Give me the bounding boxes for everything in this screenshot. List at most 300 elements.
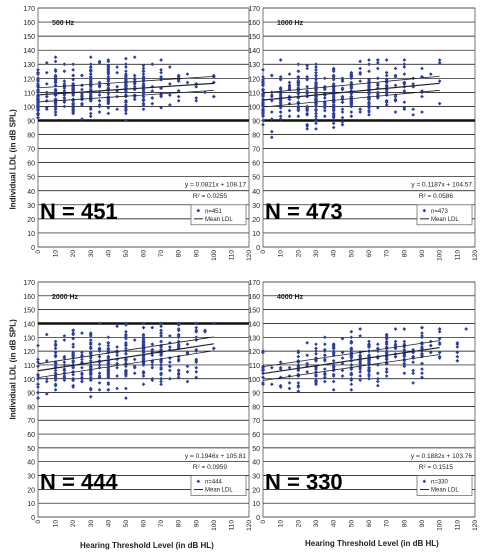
data-point [411, 369, 415, 373]
data-point [80, 366, 84, 370]
data-point [150, 366, 154, 370]
y-tick-label: 160 [23, 20, 35, 28]
y-tick-label: 100 [248, 104, 260, 112]
data-point [349, 335, 353, 339]
data-point [159, 58, 163, 62]
y-tick-label: 160 [23, 293, 35, 301]
y-tick-label: 130 [248, 335, 260, 343]
data-point [115, 353, 119, 357]
data-point [159, 324, 163, 328]
data-point [115, 324, 119, 328]
data-point [332, 380, 336, 384]
x-tick-label: 40 [105, 250, 113, 258]
y-tick-label: 140 [23, 48, 35, 56]
x-tick-label: 60 [366, 520, 373, 528]
data-point [186, 81, 190, 85]
data-point [80, 88, 84, 92]
data-point [133, 74, 137, 78]
x-tick-label: 120 [246, 520, 253, 531]
data-point [80, 331, 84, 335]
data-point [186, 72, 190, 76]
data-point [349, 114, 353, 118]
x-tick-label: 120 [472, 520, 479, 531]
data-point [358, 110, 362, 114]
data-point [124, 330, 128, 334]
y-tick-label: 60 [252, 432, 260, 440]
y-tick-label: 60 [27, 432, 35, 440]
data-point [323, 76, 327, 80]
data-point [98, 93, 102, 97]
x-tick-label: 50 [348, 250, 356, 258]
y-tick-label: 150 [23, 34, 35, 42]
data-point [106, 112, 110, 116]
data-point [98, 388, 102, 392]
y-tick-label: 30 [27, 202, 35, 210]
y-tick-label: 50 [252, 174, 260, 182]
data-point [305, 353, 309, 357]
x-tick-label: 120 [246, 250, 253, 261]
y-tick-label: 40 [252, 188, 260, 196]
data-point [168, 93, 172, 97]
y-tick-label: 140 [23, 321, 35, 329]
x-tick-label: 10 [277, 250, 285, 258]
regression-equation: y = 0.1882x + 103.76 [410, 452, 472, 460]
y-tick-label: 0 [256, 245, 260, 252]
x-tick-label: 40 [330, 520, 338, 528]
x-tick-label: 80 [401, 250, 409, 258]
data-point [270, 74, 274, 78]
data-point [168, 82, 172, 86]
data-point [261, 123, 265, 127]
data-point [429, 72, 433, 76]
data-point [261, 119, 265, 123]
y-tick-label: 0 [256, 515, 260, 522]
data-point [411, 381, 415, 385]
y-tick-label: 20 [252, 487, 260, 495]
data-point [45, 95, 49, 99]
y-tick-label: 30 [252, 202, 260, 210]
y-tick-label: 120 [23, 76, 35, 84]
data-point [394, 67, 398, 71]
data-point [288, 387, 292, 391]
x-tick-label: 50 [122, 250, 130, 258]
data-point [159, 363, 163, 367]
x-axis-label-left: Hearing Threshold Level (in dB HL) [80, 541, 214, 550]
data-point [420, 371, 424, 375]
y-tick-label: 50 [252, 445, 260, 453]
data-point [133, 98, 137, 102]
data-point [168, 345, 172, 349]
data-point [288, 114, 292, 118]
r-squared: R² = 0.0255 [192, 192, 227, 200]
y-tick-label: 80 [27, 132, 35, 140]
data-point [63, 105, 67, 109]
data-point [270, 382, 274, 386]
data-point [54, 60, 58, 64]
data-point [296, 355, 300, 359]
data-point [89, 395, 93, 399]
data-point [438, 79, 442, 83]
x-tick-label: 50 [348, 520, 356, 528]
y-tick-label: 170 [248, 280, 260, 287]
data-point [314, 342, 318, 346]
data-point [394, 83, 398, 87]
y-tick-label: 30 [252, 473, 260, 481]
data-point [115, 366, 119, 370]
data-point [45, 82, 49, 86]
data-point [349, 330, 353, 334]
x-tick-label: 110 [228, 250, 236, 261]
x-tick-label: 30 [87, 520, 95, 528]
data-point [115, 71, 119, 75]
sample-size-label: N = 451 [40, 198, 118, 224]
data-point [45, 99, 49, 103]
data-point [367, 69, 371, 73]
x-tick-label: 110 [454, 250, 462, 261]
data-point [124, 62, 128, 66]
data-point [394, 340, 398, 344]
y-tick-label: 120 [23, 349, 35, 357]
data-point [402, 327, 406, 331]
data-point [332, 126, 336, 130]
y-tick-label: 130 [23, 335, 35, 343]
data-point [115, 65, 119, 69]
data-point [89, 62, 93, 66]
panel-3 [248, 280, 479, 531]
data-point [45, 333, 49, 337]
data-point [420, 331, 424, 335]
data-point [71, 68, 75, 72]
data-point [385, 71, 389, 75]
data-point [332, 121, 336, 125]
legend-label-mean: Mean LDL [205, 216, 233, 223]
data-point [332, 388, 336, 392]
data-point [36, 358, 40, 362]
data-point [212, 322, 216, 326]
legend-label-n: n=330 [431, 479, 448, 486]
legend-label-mean: Mean LDL [205, 487, 233, 494]
data-point [296, 114, 300, 118]
r-squared: R² = 0.0586 [418, 192, 453, 200]
data-point [349, 382, 353, 386]
sample-size-label: N = 330 [265, 469, 343, 495]
data-point [420, 110, 424, 114]
y-tick-label: 80 [252, 132, 260, 140]
y-tick-label: 110 [248, 90, 260, 98]
x-tick-label: 100 [210, 520, 218, 531]
data-point [168, 377, 172, 381]
data-point [98, 355, 102, 359]
x-tick-label: 20 [70, 520, 78, 528]
y-tick-label: 50 [27, 445, 35, 453]
data-point [429, 344, 433, 348]
data-point [394, 110, 398, 114]
y-tick-label: 20 [27, 216, 35, 224]
data-point [332, 359, 336, 363]
regression-equation: y = 0.0821x + 108.17 [184, 181, 246, 189]
x-tick-label: 70 [158, 520, 166, 528]
x-tick-label: 70 [158, 250, 166, 258]
data-point [358, 79, 362, 83]
data-point [36, 391, 40, 395]
data-point [159, 340, 163, 344]
data-point [270, 130, 274, 134]
data-point [63, 62, 67, 66]
data-point [358, 327, 362, 331]
data-point [36, 385, 40, 389]
data-point [63, 79, 67, 83]
data-point [159, 329, 163, 333]
x-tick-label: 90 [419, 250, 426, 258]
y-tick-label: 90 [27, 118, 35, 126]
data-point [212, 95, 216, 99]
x-tick-label: 10 [52, 520, 60, 528]
y-tick-label: 0 [31, 515, 35, 522]
x-tick-label: 120 [472, 250, 479, 261]
data-point [314, 74, 318, 78]
panel-0 [23, 6, 253, 261]
x-tick-label: 30 [87, 250, 95, 258]
x-tick-label: 100 [210, 250, 218, 261]
data-point [314, 127, 318, 131]
legend-label-mean: Mean LDL [431, 487, 459, 494]
x-tick-label: 10 [52, 250, 60, 258]
data-point [358, 67, 362, 71]
data-point [194, 96, 198, 100]
y-tick-label: 10 [252, 501, 260, 509]
x-tick-label: 20 [70, 250, 78, 258]
data-point [36, 396, 40, 400]
data-point [261, 68, 265, 72]
data-point [212, 347, 216, 351]
data-point [376, 76, 380, 80]
legend-label-mean: Mean LDL [431, 216, 459, 223]
data-point [420, 326, 424, 330]
data-point [323, 353, 327, 357]
data-point [54, 388, 58, 392]
y-tick-label: 90 [252, 118, 260, 126]
regression-equation: y = 0.1187x + 104.57 [411, 181, 472, 189]
y-tick-label: 70 [27, 146, 35, 154]
x-tick-label: 30 [313, 520, 320, 528]
data-point [464, 327, 468, 331]
data-point [385, 58, 389, 62]
y-tick-label: 110 [248, 362, 260, 370]
x-tick-label: 40 [330, 250, 338, 258]
data-point [305, 341, 309, 345]
data-point [54, 369, 58, 373]
y-tick-label: 20 [27, 487, 35, 495]
data-point [385, 370, 389, 374]
y-tick-label: 100 [23, 104, 35, 112]
data-point [349, 388, 353, 392]
data-point [124, 347, 128, 351]
data-point [133, 358, 137, 362]
y-tick-label: 130 [248, 62, 260, 70]
y-tick-label: 20 [252, 216, 260, 224]
x-tick-label: 90 [193, 250, 201, 258]
data-point [177, 95, 181, 99]
data-point [296, 381, 300, 385]
data-point [385, 374, 389, 378]
panel-title: 2000 Hz [52, 293, 79, 301]
data-point [305, 85, 309, 89]
sample-size-label: N = 444 [40, 469, 118, 495]
data-point [270, 136, 274, 140]
x-tick-label: 20 [295, 250, 303, 258]
y-tick-label: 110 [23, 90, 35, 98]
data-point [411, 107, 415, 111]
data-point [420, 95, 424, 99]
data-point [323, 367, 327, 371]
y-tick-label: 10 [252, 230, 260, 238]
data-point [402, 65, 406, 69]
data-point [98, 371, 102, 375]
regression-equation: y = 0.1946x + 105.81 [184, 452, 246, 460]
data-point [142, 326, 146, 330]
x-tick-label: 80 [401, 520, 409, 528]
data-point [45, 377, 49, 381]
data-point [358, 374, 362, 378]
y-tick-label: 140 [248, 48, 260, 56]
data-point [80, 74, 84, 78]
data-point [89, 72, 93, 76]
data-point [376, 67, 380, 71]
data-point [420, 367, 424, 371]
data-point [98, 381, 102, 385]
y-tick-label: 40 [27, 188, 35, 196]
r-squared: R² = 0.0959 [192, 463, 227, 471]
y-tick-label: 140 [248, 321, 260, 329]
data-point [159, 377, 163, 381]
data-point [341, 110, 345, 114]
x-tick-label: 0 [35, 520, 42, 524]
y-tick-label: 170 [248, 6, 260, 13]
data-point [71, 329, 75, 333]
data-point [106, 335, 110, 339]
data-point [402, 58, 406, 62]
data-point [98, 99, 102, 103]
x-tick-label: 40 [105, 520, 113, 528]
data-point [150, 62, 154, 66]
data-point [45, 71, 49, 75]
data-point [142, 107, 146, 111]
x-tick-label: 30 [313, 250, 320, 258]
data-point [98, 322, 102, 326]
x-tick-label: 0 [35, 250, 42, 254]
x-tick-label: 0 [260, 250, 267, 254]
x-tick-label: 80 [175, 520, 183, 528]
y-tick-label: 50 [27, 174, 35, 182]
panel-1 [248, 6, 479, 261]
x-tick-label: 60 [140, 250, 148, 258]
r-squared: R² = 0.1515 [418, 463, 453, 471]
y-tick-label: 80 [27, 404, 35, 412]
x-axis-label-right: Hearing Threshold Level (in dB HL) [305, 539, 439, 548]
y-tick-label: 60 [252, 160, 260, 168]
data-point [376, 380, 380, 384]
data-point [133, 55, 137, 59]
data-point [349, 363, 353, 367]
y-tick-label: 0 [31, 245, 35, 252]
data-point [438, 330, 442, 334]
panel-title: 4000 Hz [277, 293, 304, 301]
data-point [455, 359, 459, 363]
y-tick-label: 90 [252, 390, 260, 398]
y-tick-label: 60 [27, 160, 35, 168]
data-point [270, 366, 274, 370]
data-point [71, 62, 75, 66]
y-tick-label: 130 [23, 62, 35, 70]
data-point [402, 371, 406, 375]
data-point [71, 342, 75, 346]
data-point [323, 335, 327, 339]
data-point [106, 341, 110, 345]
data-point [115, 107, 119, 111]
data-point [296, 69, 300, 73]
data-point [186, 370, 190, 374]
y-tick-label: 10 [27, 230, 35, 238]
y-tick-label: 90 [27, 390, 35, 398]
y-tick-label: 150 [23, 307, 35, 315]
data-point [54, 113, 58, 117]
data-point [168, 65, 172, 69]
y-tick-label: 70 [252, 146, 260, 154]
data-point [455, 345, 459, 349]
panel-title: 500 Hz [52, 20, 75, 28]
data-point [420, 67, 424, 71]
data-point [115, 345, 119, 349]
y-tick-label: 170 [23, 280, 35, 287]
data-point [288, 109, 292, 113]
data-point [98, 342, 102, 346]
data-point [142, 382, 146, 386]
y-tick-label: 110 [23, 362, 35, 370]
data-point [106, 388, 110, 392]
data-point [279, 110, 283, 114]
x-tick-label: 80 [175, 250, 183, 258]
x-tick-label: 70 [383, 250, 391, 258]
data-point [124, 387, 128, 391]
data-point [411, 113, 415, 117]
data-point [150, 342, 154, 346]
data-point [133, 371, 137, 375]
data-point [279, 58, 283, 62]
y-axis-label-bottom: Individual LDL (in dB SPL) [8, 319, 18, 420]
y-tick-label: 40 [252, 459, 260, 467]
data-point [314, 349, 318, 353]
y-axis-label-top: Individual LDL (in dB SPL) [8, 109, 18, 210]
data-point [63, 69, 67, 73]
x-tick-label: 100 [436, 250, 444, 261]
data-point [142, 322, 146, 326]
legend-label-n: n=451 [205, 208, 222, 215]
data-point [349, 110, 353, 114]
legend-label-n: n=444 [205, 479, 222, 486]
x-tick-label: 110 [454, 520, 462, 531]
data-point [323, 114, 327, 118]
data-point [89, 114, 93, 118]
y-tick-label: 80 [252, 404, 260, 412]
data-point [438, 102, 442, 106]
data-point [341, 374, 345, 378]
data-point [186, 342, 190, 346]
y-tick-label: 160 [248, 20, 260, 28]
data-point [115, 374, 119, 378]
data-point [124, 119, 128, 123]
data-point [305, 370, 309, 374]
y-tick-label: 120 [248, 76, 260, 84]
